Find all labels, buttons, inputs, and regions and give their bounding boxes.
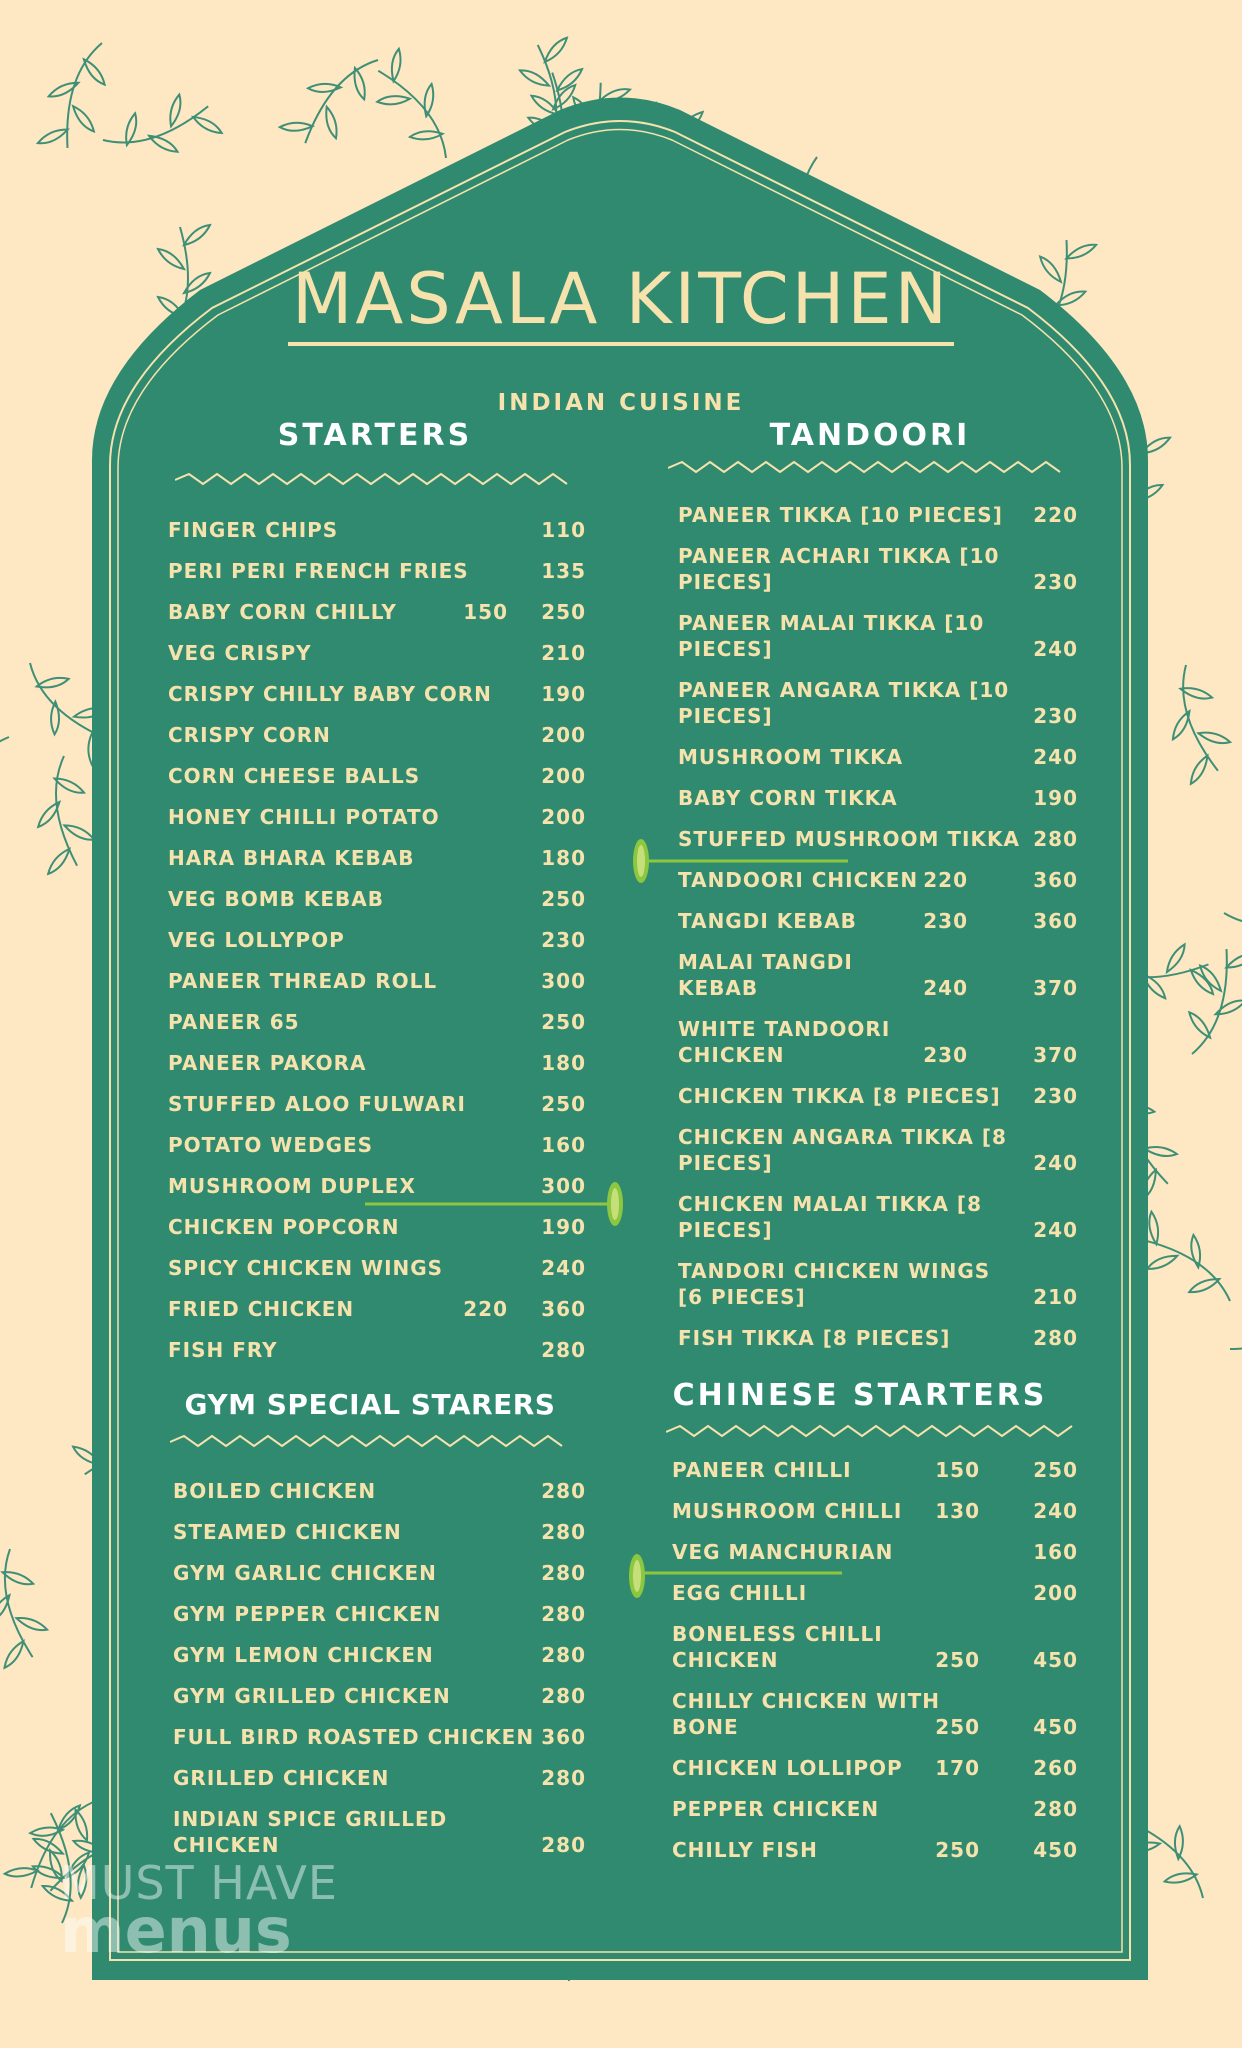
menu-item-price: 260 [1033,1756,1078,1780]
menu-item-row [678,1083,1080,1124]
menu-item-name: CHICKEN LOLLIPOP [672,1756,903,1780]
menu-item-price: 230 [541,928,586,952]
menu-item-name-line: CHICKEN [672,1648,779,1672]
menu-item-price-half: 220 [923,868,968,892]
menu-item-name: CHICKEN POPCORN [168,1215,400,1239]
menu-item-row [672,1580,1080,1621]
menu-item-price: 250 [541,1010,586,1034]
menu-item-row [672,1621,1080,1688]
menu-item-row [672,1796,1080,1837]
menu-item-price-half: 230 [923,909,968,933]
menu-item-row [168,517,588,558]
menu-item-name [678,677,1009,729]
menu-item-row [173,1519,588,1560]
menu-item-row [678,867,1080,908]
menu-item-row [678,1258,1080,1325]
menu-item-price: 300 [541,969,586,993]
menu-item-name [678,1258,990,1310]
menu-item-price: 210 [541,641,586,665]
menu-item-price-half: 240 [923,976,968,1000]
menu-item-name: MUSHROOM DUPLEX [168,1174,416,1198]
menu-item-name: TANDOORI CHICKEN [678,868,919,892]
menu-item-price: 280 [541,1684,586,1708]
menu-item-price: 240 [1033,745,1078,769]
menu-item-row [672,1688,1080,1755]
menu-item-price: 190 [541,1215,586,1239]
menu-item-name [678,543,999,595]
wave-divider [170,1432,575,1452]
menu-item-price: 280 [541,1520,586,1544]
menu-item-price: 200 [1033,1581,1078,1605]
menu-item-price: 250 [541,600,586,624]
menu-item-name: POTATO WEDGES [168,1133,374,1157]
menu-item-row [678,826,1080,867]
wave-divider [175,470,580,490]
menu-item-name: CRISPY CORN [168,723,331,747]
chinese-starters-list [672,1457,1080,1878]
menu-item-row [168,1255,588,1296]
menu-item-name: FINGER CHIPS [168,518,339,542]
menu-item-price: 190 [541,682,586,706]
menu-item-name: PANEER TIKKA [10 PIECES] [678,503,1003,527]
menu-item-name: CHICKEN TIKKA [8 PIECES] [678,1084,1001,1108]
menu-item-price: 280 [541,1602,586,1626]
menu-item-name [678,1124,1007,1176]
menu-item-price: 200 [541,764,586,788]
menu-item-name-line: TANDORI CHICKEN WINGS [678,1259,991,1283]
gym-specials-list [173,1478,588,1873]
menu-item-name: BABY CORN TIKKA [678,786,898,810]
menu-item-name: PANEER 65 [168,1010,300,1034]
menu-item-name: FRIED CHICKEN [168,1297,355,1321]
restaurant-title [0,258,1242,340]
menu-item-name: MUSHROOM TIKKA [678,745,904,769]
menu-item-row [678,543,1080,610]
menu-item-name: STEAMED CHICKEN [173,1520,402,1544]
menu-item-price: 450 [1033,1838,1078,1862]
menu-item-row [168,1173,588,1214]
tandoori-list [678,502,1080,1366]
menu-item-row [173,1724,588,1765]
menu-item-price: 360 [541,1725,586,1749]
menu-item-price: 180 [541,846,586,870]
menu-item-name: CHILLY FISH [672,1838,818,1862]
menu-item-row [678,949,1080,1016]
menu-item-price: 240 [1033,1218,1078,1242]
menu-item-row [678,1191,1080,1258]
menu-item-name: PERI PERI FRENCH FRIES [168,559,469,583]
menu-item-name: SPICY CHICKEN WINGS [168,1256,444,1280]
menu-item-price: 360 [1033,909,1078,933]
menu-item-price: 280 [1033,1797,1078,1821]
menu-item-row [672,1498,1080,1539]
menu-item-name: FISH TIKKA [8 PIECES] [678,1326,951,1350]
menu-item-price: 300 [541,1174,586,1198]
restaurant-title-text: MASALA KITCHEN [288,258,954,346]
cuisine-subtitle: INDIAN CUISINE [497,390,745,416]
menu-item-name: GYM GRILLED CHICKEN [173,1684,451,1708]
menu-item-name [678,1191,982,1243]
menu-item-price: 210 [1033,1285,1078,1309]
menu-item-name: FISH FRY [168,1338,278,1362]
menu-item-price: 450 [1033,1715,1078,1739]
menu-item-price: 280 [541,1561,586,1585]
menu-item-name-line: WHITE TANDOORI [678,1017,891,1041]
menu-item-price: 250 [541,1092,586,1116]
menu-item-row [678,677,1080,744]
menu-item-name-line: CHICKEN [678,1043,785,1067]
menu-item-row [168,845,588,886]
menu-item-price-half: 220 [463,1297,508,1321]
menu-item-name-line: CHICKEN ANGARA TIKKA [8 [678,1125,1007,1149]
musthavemenus-watermark [60,1856,338,1967]
menu-item-price: 135 [541,559,586,583]
menu-item-name: VEG BOMB KEBAB [168,887,385,911]
menu-item-price-half: 130 [935,1499,980,1523]
menu-item-name: PEPPER CHICKEN [672,1797,880,1821]
menu-item-price: 280 [541,1833,586,1857]
menu-item-price: 240 [1033,1151,1078,1175]
menu-item-name [678,949,853,1001]
watermark-line1: MUST HAVE [60,1856,338,1910]
menu-item-name: GYM PEPPER CHICKEN [173,1602,442,1626]
menu-item-row [168,927,588,968]
menu-item-row [672,1837,1080,1878]
section-title-chinese: CHINESE STARTERS [672,1378,1048,1413]
wave-divider [668,458,1073,478]
menu-item-row [678,1124,1080,1191]
menu-item-row [168,1091,588,1132]
menu-item-price: 200 [541,805,586,829]
menu-item-row [168,968,588,1009]
menu-item-name: BABY CORN CHILLY [168,600,397,624]
menu-item-name: FULL BIRD ROASTED CHICKEN [173,1725,535,1749]
menu-item-price: 280 [1033,1326,1078,1350]
menu-item-price: 190 [1033,786,1078,810]
menu-item-name-line: CHICKEN [173,1833,280,1857]
menu-item-row [173,1601,588,1642]
menu-item-price: 230 [1033,704,1078,728]
menu-item-price: 280 [541,1479,586,1503]
menu-item-price: 250 [1033,1458,1078,1482]
menu-item-name: CORN CHEESE BALLS [168,764,421,788]
menu-item-row [168,1296,588,1337]
menu-item-name: VEG CRISPY [168,641,312,665]
menu-item-price: 180 [541,1051,586,1075]
menu-item-name: CRISPY CHILLY BABY CORN [168,682,492,706]
menu-item-name [678,610,984,662]
menu-item-price: 370 [1033,976,1078,1000]
menu-item-row [173,1478,588,1519]
menu-item-price-half: 250 [935,1715,980,1739]
starters-list [168,517,588,1378]
menu-item-price-half: 250 [935,1838,980,1862]
menu-item-row [168,1337,588,1378]
menu-item-row [672,1755,1080,1796]
menu-item-name-line: PIECES] [678,704,773,728]
menu-item-row [168,804,588,845]
menu-item-name: VEG LOLLYPOP [168,928,345,952]
menu-item-name-line: MALAI TANGDI [678,950,853,974]
section-title-tandoori: TANDOORI [769,418,971,453]
menu-item-row [678,610,1080,677]
menu-item-price-half: 150 [463,600,508,624]
menu-item-name: TANGDI KEBAB [678,909,857,933]
menu-item-row [173,1683,588,1724]
menu-item-price: 240 [1033,1499,1078,1523]
menu-item-row [678,785,1080,826]
menu-item-price-half: 150 [935,1458,980,1482]
watermark-line2: menus [60,1894,292,1967]
menu-item-name: PANEER CHILLI [672,1458,852,1482]
menu-item-name: GRILLED CHICKEN [173,1766,390,1790]
menu-item-row [168,1009,588,1050]
menu-item-price: 220 [1033,503,1078,527]
menu-item-row [168,558,588,599]
menu-item-price: 240 [1033,637,1078,661]
menu-item-row [168,886,588,927]
menu-item-row [678,1325,1080,1366]
menu-item-name: PANEER PAKORA [168,1051,367,1075]
menu-item-name-line: CHICKEN MALAI TIKKA [8 [678,1192,982,1216]
menu-item-name-line: PANEER ACHARI TIKKA [10 [678,544,1000,568]
menu-item-name: MUSHROOM CHILLI [672,1499,903,1523]
menu-item-row [678,1016,1080,1083]
menu-item-price: 240 [541,1256,586,1280]
menu-item-price: 280 [541,1338,586,1362]
menu-item-name [672,1688,940,1740]
menu-item-price: 230 [1033,1084,1078,1108]
menu-item-row [168,599,588,640]
menu-item-name-line: INDIAN SPICE GRILLED [173,1807,448,1831]
menu-item-name: BOILED CHICKEN [173,1479,377,1503]
section-title-starters: STARTERS [277,418,473,453]
menu-item-row [168,1132,588,1173]
menu-item-name [678,1016,890,1068]
menu-item-price: 230 [1033,570,1078,594]
menu-item-name-line: PANEER ANGARA TIKKA [10 [678,678,1010,702]
section-title-gym: GYM SPECIAL STARERS [184,1388,556,1421]
menu-item-name-line: KEBAB [678,976,759,1000]
menu-item-price: 360 [1033,868,1078,892]
menu-item-price: 360 [541,1297,586,1321]
wave-divider [666,1422,1081,1442]
menu-item-price-half: 230 [923,1043,968,1067]
menu-item-price: 280 [541,1766,586,1790]
menu-item-row [678,502,1080,543]
menu-item-name: PANEER THREAD ROLL [168,969,438,993]
menu-item-row [173,1560,588,1601]
menu-item-name-line: CHILLY CHICKEN WITH [672,1689,940,1713]
menu-item-row [168,1214,588,1255]
menu-item-price: 250 [541,887,586,911]
menu-item-name-line: PIECES] [678,1151,773,1175]
menu-item-row [168,1050,588,1091]
menu-item-name [173,1806,447,1858]
menu-item-row [678,908,1080,949]
menu-item-row [672,1457,1080,1498]
menu-item-price: 280 [541,1643,586,1667]
menu-item-price: 200 [541,723,586,747]
menu-item-price-half: 250 [935,1648,980,1672]
menu-item-row [672,1539,1080,1580]
menu-item-row [173,1765,588,1806]
menu-item-name: HARA BHARA KEBAB [168,846,415,870]
menu-item-price-half: 170 [935,1756,980,1780]
menu-item-name: GYM LEMON CHICKEN [173,1643,434,1667]
menu-item-name-line: BONELESS CHILLI [672,1622,883,1646]
menu-item-name: EGG CHILLI [672,1581,808,1605]
menu-item-price: 450 [1033,1648,1078,1672]
menu-item-row [168,763,588,804]
menu-item-price: 280 [1033,827,1078,851]
menu-item-name: GYM GARLIC CHICKEN [173,1561,437,1585]
menu-item-name: HONEY CHILLI POTATO [168,805,440,829]
menu-item-name-line: [6 PIECES] [678,1285,806,1309]
menu-item-name-line: PANEER MALAI TIKKA [10 [678,611,985,635]
menu-item-name: STUFFED MUSHROOM TIKKA [678,827,1020,851]
menu-item-name-line: PIECES] [678,637,773,661]
menu-item-row [168,681,588,722]
menu-item-row [173,1642,588,1683]
menu-item-price: 160 [541,1133,586,1157]
menu-item-price: 370 [1033,1043,1078,1067]
menu-item-name [672,1621,883,1673]
menu-item-name: STUFFED ALOO FULWARI [168,1092,466,1116]
menu-item-name-line: PIECES] [678,1218,773,1242]
menu-item-price: 160 [1033,1540,1078,1564]
menu-item-name-line: BONE [672,1715,739,1739]
menu-item-name-line: PIECES] [678,570,773,594]
menu-item-row [168,640,588,681]
menu-item-price: 110 [541,518,586,542]
menu-item-row [678,744,1080,785]
menu-item-row [168,722,588,763]
menu-item-name: VEG MANCHURIAN [672,1540,894,1564]
